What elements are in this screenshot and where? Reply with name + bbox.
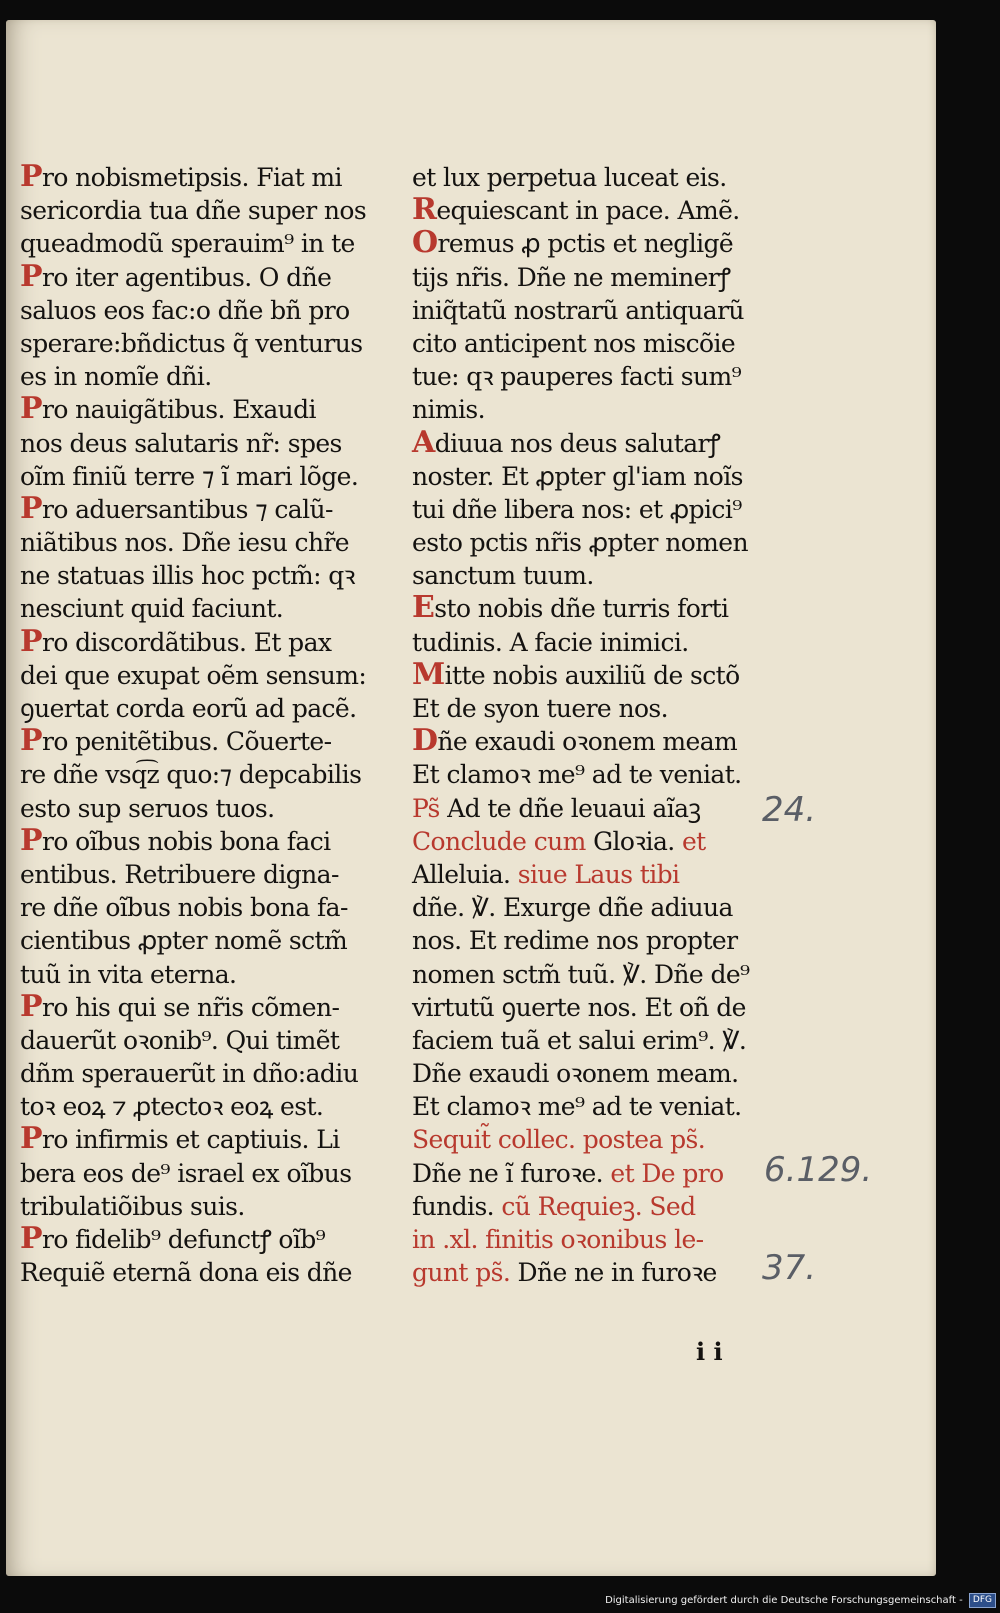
dfg-logo: DFG [969, 1593, 996, 1608]
rubric-text: siue Laus tibi [510, 859, 680, 889]
right-column-line [412, 990, 792, 1023]
line-text: tue: qꝛ pauperes facti sum⁹ [412, 362, 742, 392]
right-column-line [412, 625, 792, 658]
line-text: Et de syon tuere nos. [412, 694, 669, 723]
line-text: dauerũt oꝛonib⁹. Qui timẽt [20, 1025, 340, 1055]
left-column-line [20, 1089, 395, 1122]
line-text: es in nomĩe dñi. [20, 362, 212, 392]
rubricated-initial: R [412, 192, 437, 228]
right-column-line [412, 426, 792, 459]
line-text: dñe. ℣. Exurge dñe adiuua [412, 893, 733, 923]
right-column-line [412, 1089, 792, 1122]
right-column-line [412, 1023, 792, 1056]
line-text: ro aduersantibus ⁊ calũ- [41, 494, 333, 524]
right-column-line [412, 923, 792, 956]
left-column-line [20, 890, 395, 923]
rubricated-initial: P [20, 1221, 42, 1256]
line-text: tui dñe libera nos: et ꝓpici⁹ [412, 494, 742, 524]
rubricated-initial: P [20, 391, 42, 427]
rubric-text: Sequit̃ collec. postea ps̃. [412, 1125, 706, 1155]
margin-note-24: 24. [762, 790, 817, 830]
left-column-line [20, 525, 395, 558]
left-column-line [20, 426, 395, 459]
line-text: ro iter agentibus. O dñe [41, 262, 332, 292]
left-column-line [20, 724, 395, 757]
line-text: Ad te dñe leuaui aĩaꝫ [447, 793, 701, 823]
right-column-line [412, 525, 792, 558]
right-column-line [412, 1156, 792, 1189]
rubric-text: Ps̃ [412, 793, 448, 823]
line-text: fundis. [412, 1191, 495, 1221]
line-text: nomen sctm̃ tuũ. ℣. Dñe de⁹ [412, 959, 750, 989]
line-text: cito anticipent nos miscõie [412, 328, 736, 358]
line-text: dei que exupat oẽm sensum: [20, 660, 367, 690]
right-column-line [412, 1122, 792, 1155]
line-text: ñe exaudi oꝛonem meam [437, 727, 738, 757]
line-text: oĩm finiũ terre ⁊ ĩ mari lõge. [20, 461, 359, 491]
left-column-line [20, 857, 395, 890]
line-text: ro fidelib⁹ defunctꝭ oĩb⁹ [41, 1225, 326, 1254]
left-column-line [20, 160, 395, 193]
left-column-line [20, 757, 395, 790]
line-text: remus ꝓ pctis et negligẽ [437, 229, 734, 259]
left-column-line [20, 658, 395, 691]
digitization-credit [0, 1589, 1000, 1613]
left-column-line [20, 260, 395, 293]
left-column-line [20, 691, 395, 724]
rubricated-initial: P [20, 1121, 42, 1157]
left-column-line [20, 591, 395, 624]
line-text: Dñe ne in furoꝛe [517, 1258, 717, 1288]
rubricated-initial: A [412, 424, 435, 460]
left-text-column [20, 160, 395, 1288]
line-text: ro oĩbus nobis bona faci [41, 826, 331, 856]
line-text: dñm sperauerũt in dño:adiu [20, 1059, 359, 1089]
left-column-line [20, 1189, 395, 1222]
line-text: sto nobis dñe turris forti [434, 594, 729, 624]
left-column-line [20, 492, 395, 525]
left-column-line [20, 791, 395, 824]
line-text: ro his qui se nr̃is cõmen- [41, 992, 340, 1022]
rubricated-initial: O [412, 225, 438, 261]
right-column-line [412, 492, 792, 525]
right-column-line [412, 1189, 792, 1222]
line-text: toꝛ eoꝝ ⁊ ꝓtectoꝛ eoꝝ est. [20, 1092, 324, 1122]
line-text: ro discordãtibus. Et pax [41, 627, 332, 657]
right-column-line [412, 326, 792, 359]
left-column-line [20, 990, 395, 1023]
line-text: queadmodũ sperauim⁹ in te [20, 229, 355, 259]
line-text: sericordia tua dñe super nos [20, 196, 367, 226]
line-text: ro penitẽtibus. Cõuerte- [41, 727, 332, 757]
left-column-line [20, 293, 395, 326]
line-text: re dñe oĩbus nobis bona fa- [20, 893, 348, 923]
right-column-line [412, 791, 792, 824]
rubricated-initial: P [20, 258, 42, 294]
margin-note-6-129: 6.129. [764, 1150, 873, 1190]
right-column-line [412, 1056, 792, 1089]
right-column-line [412, 957, 792, 990]
line-text: Et clamoꝛ me⁹ ad te veniat. [412, 760, 742, 790]
right-column-line [412, 359, 792, 392]
rubricated-initial: P [20, 159, 42, 194]
left-column-line [20, 193, 395, 226]
book-page [6, 20, 936, 1576]
line-text: virtutũ ꝯuerte nos. Et oñ de [412, 992, 746, 1022]
right-column-line [412, 857, 792, 890]
right-column-line [412, 260, 792, 293]
left-column-line [20, 226, 395, 259]
line-text: sperare:bñdictus q̃ venturus [20, 328, 363, 358]
left-column-line [20, 1156, 395, 1189]
line-text: Alleluia. [412, 859, 511, 889]
left-column-line [20, 1122, 395, 1155]
line-text: tijs nr̃is. Dñe ne meminerꝭ [412, 262, 731, 292]
line-text: Requiẽ eternã dona eis dñe [20, 1258, 352, 1288]
line-text: bera eos de⁹ israel ex oĩbus [20, 1158, 352, 1188]
line-text: noster. Et ꝓpter gl'iam noĩs [412, 461, 743, 491]
line-text: tudinis. A facie inimici. [412, 627, 689, 657]
right-column-line [412, 293, 792, 326]
right-text-column [412, 160, 792, 1288]
right-column-line [412, 1222, 792, 1255]
line-text: saluos eos fac:o dñe bñ pro [20, 295, 350, 325]
rubric-text: gunt ps̃. [412, 1258, 518, 1288]
line-text: cientibus ꝓpter nomẽ sctm̃ [20, 926, 348, 956]
right-column-line [412, 591, 792, 624]
rubricated-initial: M [412, 656, 445, 692]
right-column-line [412, 558, 792, 591]
credit-text: Digitalisierung gefördert durch die Deutsche Forschungsgemeinschaft - [605, 1595, 963, 1606]
left-column-line [20, 1056, 395, 1089]
line-text: ne statuas illis hoc pctm̃: qꝛ [20, 561, 355, 591]
line-text: tuũ in vita eterna. [20, 959, 237, 989]
rubricated-initial: P [20, 822, 42, 858]
line-text: iniq̃tatũ nostrarũ antiquarũ [412, 295, 744, 325]
right-column-line [412, 160, 792, 193]
left-column-line [20, 625, 395, 658]
right-column-line [412, 757, 792, 790]
rubricated-initial: E [412, 590, 435, 626]
line-text: Dñe ne ĩ furoꝛe. [412, 1158, 604, 1188]
line-text: et lux perpetua luceat eis. [412, 163, 727, 192]
line-text: nesciunt quid faciunt. [20, 594, 284, 624]
left-column-line [20, 923, 395, 956]
left-column-line [20, 558, 395, 591]
right-column-line [412, 824, 792, 857]
line-text: ro nobismetipsis. Fiat mi [41, 163, 342, 192]
rubric-text: Conclude cum [412, 826, 594, 856]
line-text: tribulatiõibus suis. [20, 1191, 245, 1221]
line-text: nimis. [412, 395, 485, 425]
line-text: ro nauigãtibus. Exaudi [41, 395, 316, 425]
line-text: faciem tuã et salui erim⁹. ℣. [412, 1025, 747, 1055]
left-column-line [20, 824, 395, 857]
left-column-line [20, 459, 395, 492]
right-column-line [412, 724, 792, 757]
left-column-line [20, 1255, 395, 1288]
right-column-line [412, 890, 792, 923]
line-text: ro infirmis et captiuis. Li [41, 1125, 340, 1155]
line-text: equiescant in pace. Amẽ. [436, 196, 740, 226]
right-column-line [412, 226, 792, 259]
right-column-line [412, 459, 792, 492]
rubric-text: cũ Requieꝫ. Sed [494, 1191, 696, 1221]
rubric-text: in .xl. finitis oꝛonibus le- [412, 1225, 704, 1254]
line-text: diuua nos deus salutarꝭ [434, 428, 721, 458]
line-text: Gloꝛia. [593, 826, 675, 856]
line-text: Dñe exaudi oꝛonem meam. [412, 1059, 739, 1089]
left-column-line [20, 326, 395, 359]
left-column-line [20, 957, 395, 990]
left-column-line [20, 359, 395, 392]
left-column-line [20, 1222, 395, 1255]
right-column-line [412, 658, 792, 691]
rubric-text: et [674, 826, 706, 856]
line-text: niãtibus nos. Dñe iesu chr̃e [20, 528, 350, 558]
rubricated-initial: P [20, 623, 42, 659]
right-column-line [412, 193, 792, 226]
line-text: re dñe vsq͡z quo:⁊ depcabilis [20, 760, 362, 790]
line-text: esto sup seruos tuos. [20, 793, 275, 823]
rubricated-initial: P [20, 490, 42, 526]
rubricated-initial: P [20, 988, 42, 1024]
line-text: itte nobis auxiliũ de sctõ [444, 660, 740, 690]
right-column-line [412, 691, 792, 724]
rubricated-initial: P [20, 723, 42, 759]
right-column-line [412, 392, 792, 425]
margin-note-37: 37. [762, 1248, 817, 1288]
line-text: sanctum tuum. [412, 561, 594, 591]
line-text: esto pctis nr̃is ꝓpter nomen [412, 528, 748, 558]
rubricated-initial: D [412, 723, 438, 759]
line-text: entibus. Retribuere digna- [20, 859, 339, 889]
left-column-line [20, 1023, 395, 1056]
rubric-text: et De pro [603, 1158, 724, 1188]
right-column-line [412, 1255, 792, 1288]
line-text: nos. Et redime nos propter [412, 926, 738, 956]
left-column-line [20, 392, 395, 425]
folio-signature: i i [696, 1337, 723, 1366]
line-text: ꝯuertat corda eorũ ad pacẽ. [20, 694, 357, 723]
line-text: Et clamoꝛ me⁹ ad te veniat. [412, 1092, 742, 1122]
line-text: nos deus salutaris nr̃: spes [20, 428, 342, 458]
